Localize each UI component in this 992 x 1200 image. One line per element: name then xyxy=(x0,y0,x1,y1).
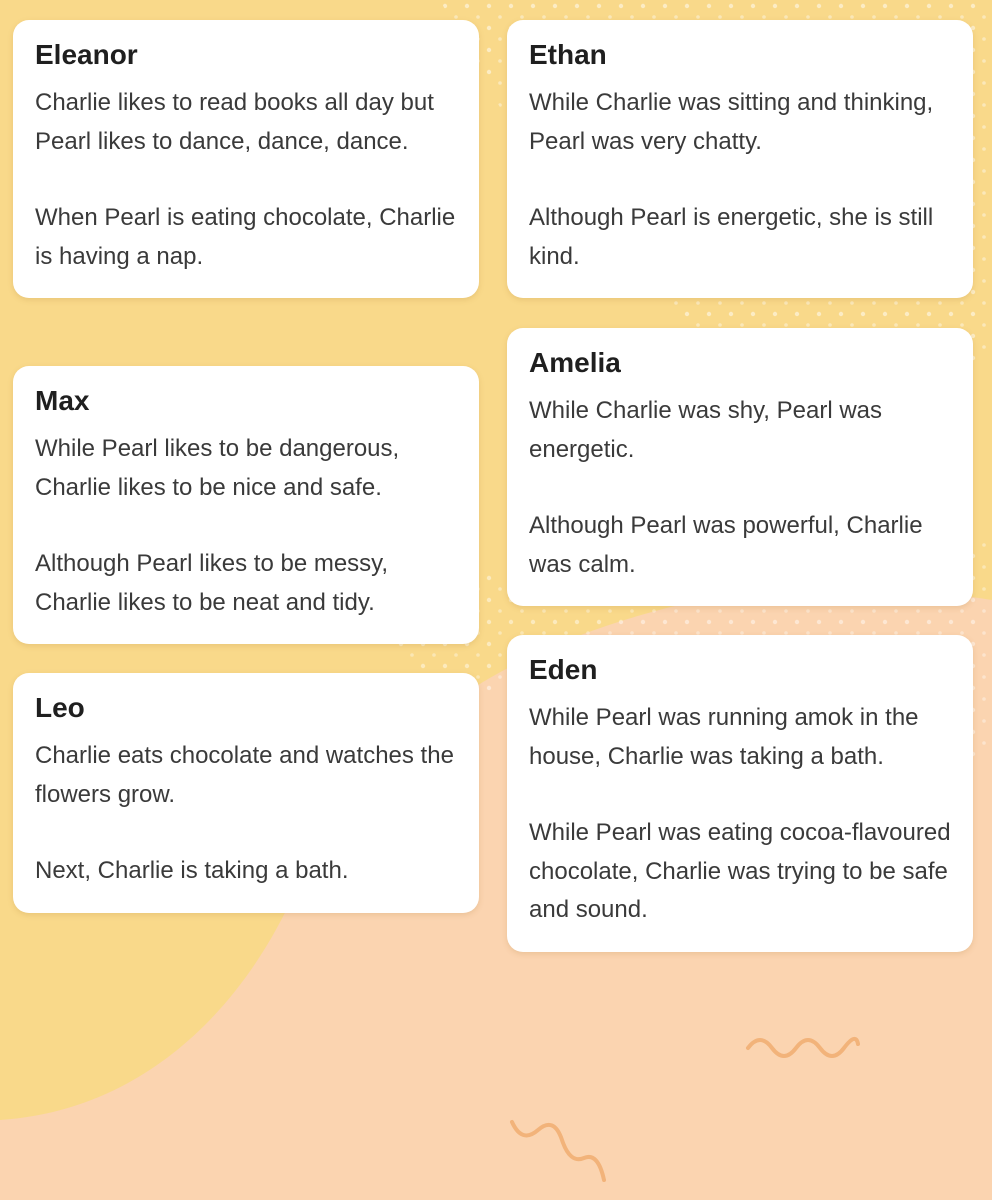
post-text: When Pearl is eating chocolate, Charlie is having a nap. xyxy=(35,204,456,270)
post-card-eden[interactable] xyxy=(507,635,973,952)
post-text: While Charlie was sitting and thinking, Pearl was very chatty. xyxy=(529,89,934,155)
post-text: While Pearl likes to be dangerous, Charlie likes to be nice and safe. xyxy=(35,435,400,501)
post-author: Ethan xyxy=(529,39,607,70)
post-text: Charlie likes to read books all day but Pearl likes to dance, dance, dance. xyxy=(35,89,434,155)
post-author: Eden xyxy=(529,654,598,685)
post-author: Amelia xyxy=(529,347,621,378)
post-author: Leo xyxy=(35,692,85,723)
post-card-leo[interactable] xyxy=(13,673,479,913)
post-text: Although Pearl likes to be messy, Charlie likes to be neat and tidy. xyxy=(35,550,389,616)
post-text: While Pearl was eating cocoa-flavoured chocolate, Charlie was trying to be safe and sound. xyxy=(529,819,951,923)
post-text: While Charlie was shy, Pearl was energetic. xyxy=(529,397,883,463)
post-text: Although Pearl is energetic, she is still kind. xyxy=(529,204,934,270)
post-card-eleanor[interactable] xyxy=(13,20,479,298)
post-text: Although Pearl was powerful, Charlie was calm. xyxy=(529,512,923,578)
post-text: Charlie eats chocolate and watches the flowers grow. xyxy=(35,742,454,808)
post-author: Eleanor xyxy=(35,39,138,70)
post-text: While Pearl was running amok in the house, Charlie was taking a bath. xyxy=(529,704,919,770)
post-card-max[interactable] xyxy=(13,366,479,644)
post-card-ethan[interactable] xyxy=(507,20,973,298)
post-text: Next, Charlie is taking a bath. xyxy=(35,857,349,884)
post-card-amelia[interactable] xyxy=(507,328,973,606)
post-author: Max xyxy=(35,385,90,416)
